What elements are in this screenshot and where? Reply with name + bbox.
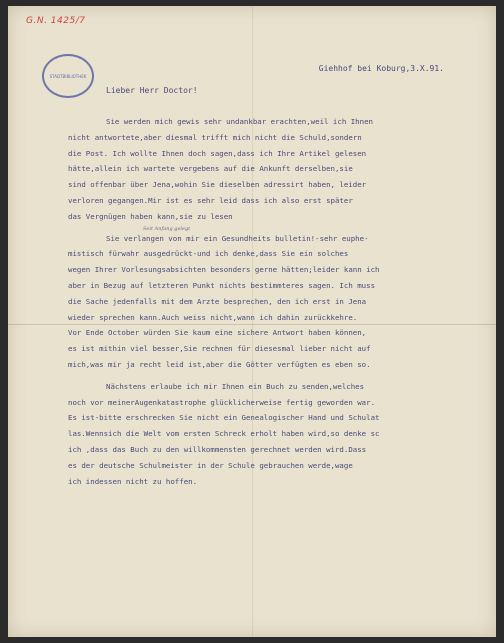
body-line: Sie verlangen von mir ein Gesundheits bulletin!-sehr euphe- — [106, 233, 369, 243]
letter-body — [68, 114, 480, 489]
archive-shelfmark: G.N. 1425/7 — [26, 16, 86, 26]
body-line: mich,was mir ja recht leid ist,aber die Götter verfügten es eben so. — [68, 359, 371, 369]
body-line: ich indessen nicht zu hoffen. — [68, 476, 198, 486]
body-line: es ist mithin viel besser,Sie rechnen für diesesmal lieber nicht auf — [68, 344, 371, 354]
letter-sheet — [8, 6, 496, 637]
body-line: Nächstens erlaube ich mir Ihnen ein Buch zu senden,welches — [106, 381, 365, 391]
interlinear-note: Seit Anfang gelegt — [143, 226, 191, 232]
letter-salutation: Lieber Herr Doctor! — [106, 86, 198, 95]
body-line: las.Wennsich die Welt vom ersten Schreck erholt haben wird,so denke sc — [68, 429, 380, 439]
body-line: hätte,allein ich wartete vergebens auf die Ankunft derselben,sie — [68, 164, 353, 174]
body-line: noch vor meinerAugenkatastrophe glücklicherweise fertig geworden war. — [68, 397, 376, 407]
library-stamp-text: STADTBIBLIOTHEK — [49, 73, 87, 79]
body-line: verloren gegangen.Mir ist es sehr leid dass ich also erst später — [68, 195, 353, 205]
body-line: Es ist-bitte erschrecken Sie nicht ein Genealogischer Hand und Schulat — [68, 413, 380, 423]
body-line: es der deutsche Schulmeister in der Schule gebrauchen werde,wage — [68, 460, 353, 470]
body-line: sind offenbar über Jena,wohin Sie dieselben adressirt haben, leider — [68, 180, 367, 190]
body-line: Sie werden mich gewis sehr undankbar erachten,weil ich Ihnen — [106, 117, 373, 126]
library-stamp — [42, 54, 94, 98]
body-line: ich ,dass das Buch zu den willkommensten gerechnet werden wird.Dass — [68, 444, 367, 454]
body-line: nicht antwortete,aber diesmal trifft mich nicht die Schuld,sondern — [68, 132, 362, 142]
body-line: die Post. Ich wollte Ihnen doch sagen,dass ich Ihre Artikel gelesen — [68, 148, 367, 158]
body-line: mistisch fürwahr ausgedrückt-und ich denke,dass Sie ein solches — [68, 249, 349, 259]
body-line: die Sache jedenfalls mit dem Arzte besprechen, den ich erst in Jena — [68, 296, 367, 306]
body-line: aber in Bezug auf letzteren Punkt nichts bestimmteres sagen. Ich muss — [68, 280, 376, 290]
letter-dateline: Giehhof bei Koburg,3.X.91. — [318, 64, 444, 73]
body-line: wieder sprechen kann.Auch weiss nicht,wann ich dahin zurückkehre. — [68, 312, 358, 322]
body-line: Vor Ende October würden Sie kaum eine sichere Antwort haben können, — [68, 328, 367, 338]
body-line: das Vergnügen haben kann,sie zu lesen — [68, 211, 233, 221]
body-line: wegen Ihrer Vorlesungsabsichten besonders gerne hätten;leider kann ich — [68, 265, 380, 275]
